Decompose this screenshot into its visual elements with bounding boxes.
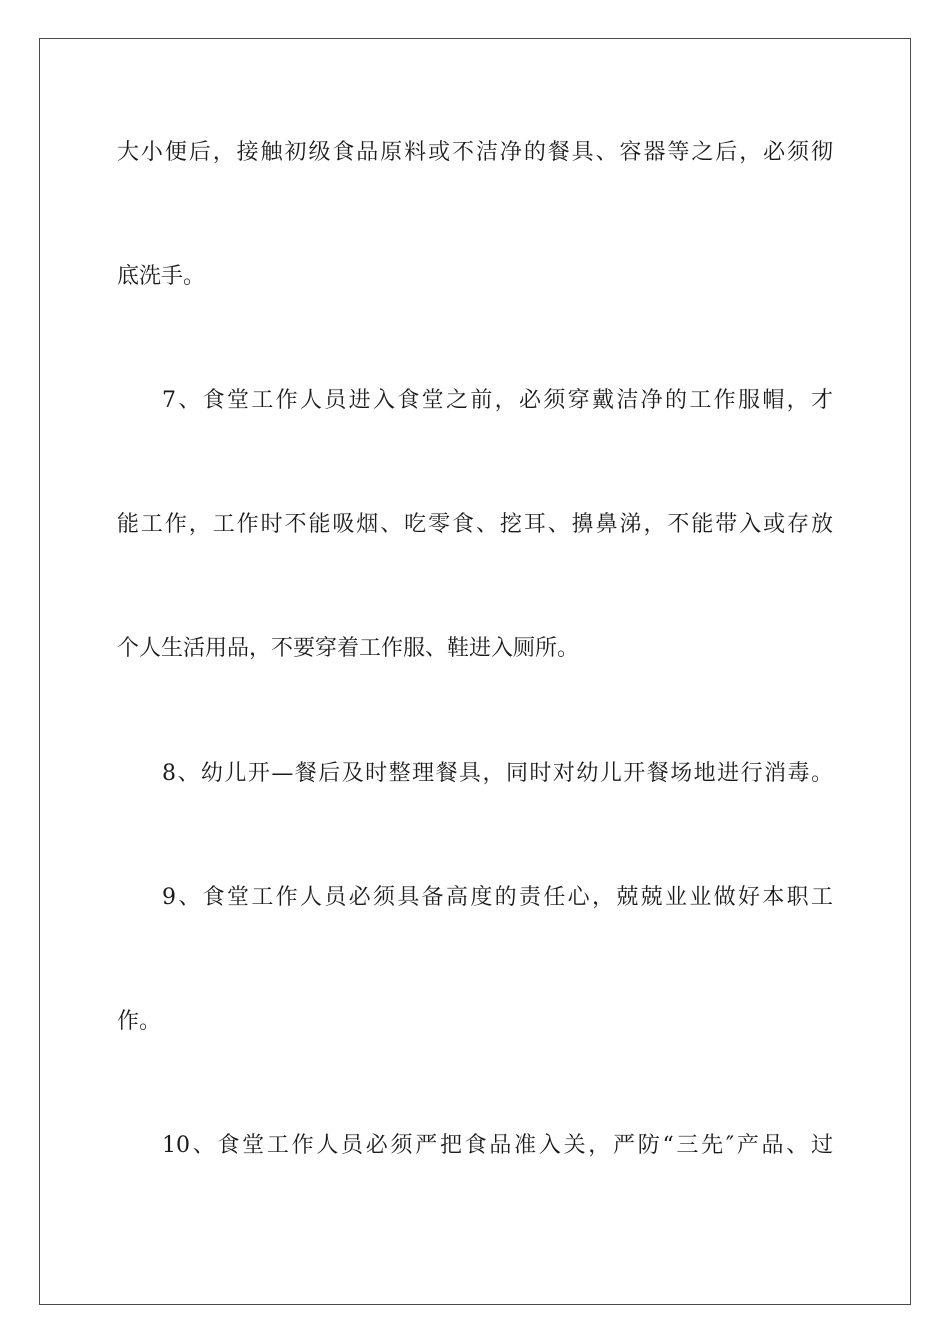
paragraph-line-item-10: 10、食堂工作人员必须严把食品准入关，严防“三先″产品、过 [162,1133,833,1158]
paragraph-line-item-8: 8、幼儿开—餐后及时整理餐具，同时对幼儿开餐场地进行消毒。 [162,761,833,786]
paragraph-line-item-7: 7、食堂工作人员进入食堂之前，必须穿戴洁净的工作服帽，才 [162,388,833,413]
paragraph-line: 作。 [117,1009,162,1034]
paragraph-line: 底洗手。 [117,264,206,289]
paragraph-line: 能工作，工作时不能吸烟、吃零食、挖耳、擤鼻涕，不能带入或存放 [117,512,833,537]
page-border [39,38,911,1305]
paragraph-line-item-9: 9、食堂工作人员必须具备高度的责任心，兢兢业业做好本职工 [162,885,833,910]
paragraph-line: 大小便后，接触初级食品原料或不洁净的餐具、容器等之后，必须彻 [117,140,833,165]
paragraph-line: 个人生活用品，不要穿着工作服、鞋进入厕所。 [117,636,580,661]
